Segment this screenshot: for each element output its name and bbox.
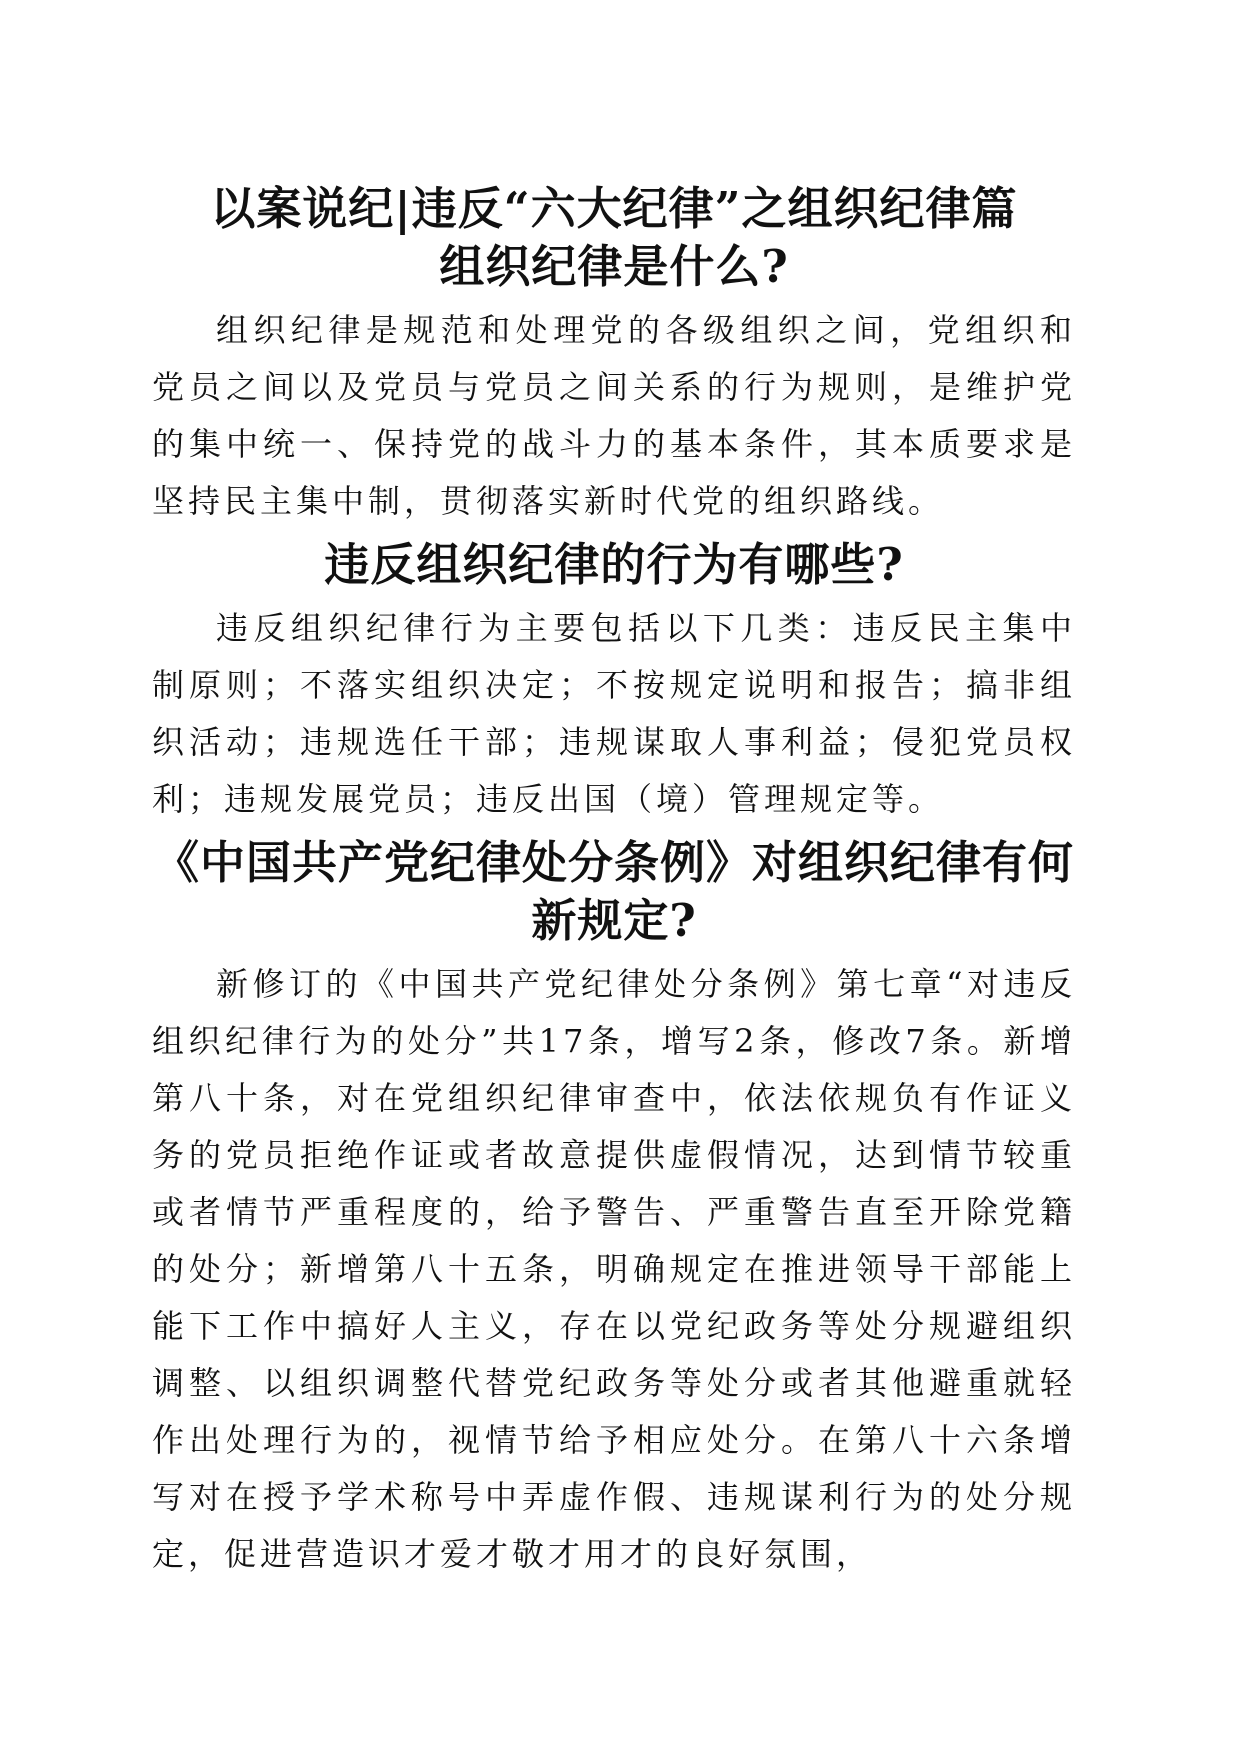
section-heading-new-rules: 《中国共产党纪律处分条例》对组织纪律有何新规定?: [153, 836, 1074, 947]
section-paragraph-new-rules: 新修订的《中国共产党纪律处分条例》第七章“对违反组织纪律行为的处分”共17条，增写2条，修改7条。新增第八十条，对在党组织纪律审查中，依法依规负有作证义务的党员拒绝作证或者故意提供虚假情况，达到情节较重或者情节严重程度的，给予警告、严重警告直至开除党籍的处分；新增第八十五条，明确规定在推进领导干部能上能下工作中搞好人主义，存在以党纪政务等处分规避组织调整、以组织调整代替党纪政务等处分或者其他避重就轻作出处理行为的，视情节给予相应处分。在第八十六条增写对在授予学术称号中弄虚作假、违规谋利行为的处分规定，促进营造识才爱才敬才用才的良好氛围，: [152, 965, 1076, 1573]
section-heading-what-is: 组织纪律是什么?: [439, 240, 789, 293]
section-paragraph-definition: 组织纪律是规范和处理党的各级组织之间，党组织和党员之间以及党员与党员之间关系的行为规则，是维护党的集中统一、保持党的战斗力的基本条件，其本质要求是坚持民主集中制，贯彻落实新时代党的组织路线。: [152, 311, 1076, 520]
section-heading-violations: 违反组织纪律的行为有哪些?: [324, 538, 904, 591]
section-paragraph-violations: 违反组织纪律行为主要包括以下几类：违反民主集中制原则；不落实组织决定；不按规定说明和报告；搞非组织活动；违规选任干部；违规谋取人事利益；侵犯党员权利；违规发展党员；违反出国（境）管理规定等。: [152, 609, 1076, 818]
document-body: [152, 180, 1076, 1583]
document-title: 以案说纪|违反“六大纪律”之组织纪律篇: [210, 182, 1018, 235]
